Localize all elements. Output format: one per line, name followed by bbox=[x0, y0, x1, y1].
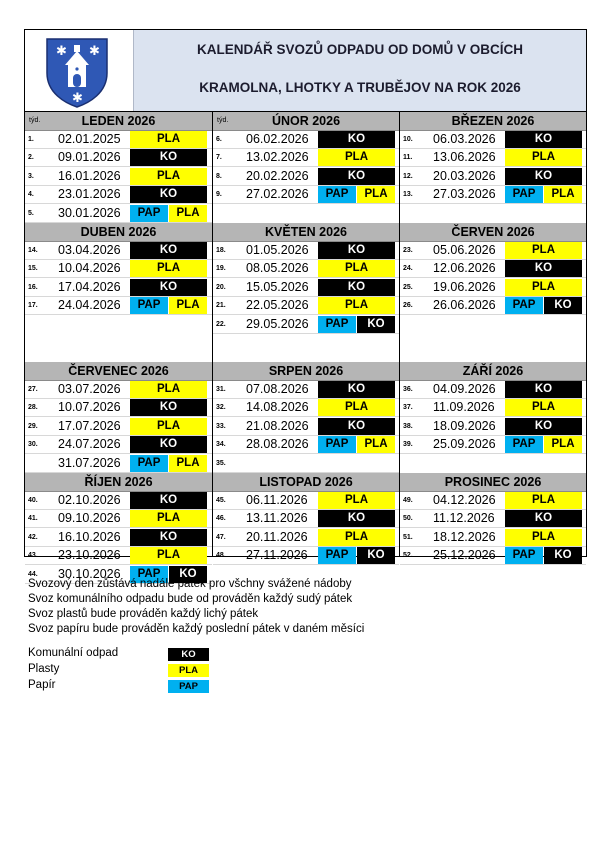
calendar-header bbox=[25, 30, 586, 112]
waste-tag-pla: PLA bbox=[357, 186, 395, 203]
week-number: 48. bbox=[216, 552, 226, 560]
waste-tag-pap: PAP bbox=[130, 205, 168, 222]
collection-row bbox=[25, 149, 212, 167]
collection-row bbox=[25, 205, 212, 223]
month-block bbox=[400, 473, 586, 566]
collection-row bbox=[400, 242, 586, 260]
month-block bbox=[25, 223, 212, 316]
title-box bbox=[133, 30, 586, 111]
waste-tag-pla: PLA bbox=[318, 297, 395, 314]
collection-date: 16.01.2026 bbox=[58, 168, 121, 183]
svg-text:✱: ✱ bbox=[72, 91, 83, 106]
collection-row bbox=[400, 186, 586, 204]
waste-tag-pla: PLA bbox=[357, 436, 395, 453]
waste-tag-pla: PLA bbox=[505, 399, 582, 416]
collection-row bbox=[400, 149, 586, 167]
collection-date: 03.07.2026 bbox=[58, 382, 121, 396]
week-number: 47. bbox=[216, 533, 226, 541]
month-header bbox=[213, 223, 399, 242]
collection-row bbox=[213, 418, 399, 436]
waste-tag-pla: PLA bbox=[318, 399, 395, 416]
waste-tag-pla: PLA bbox=[505, 492, 582, 509]
waste-tag-ko: KO bbox=[169, 566, 207, 583]
collection-date: 10.07.2026 bbox=[58, 400, 121, 415]
waste-tag-ko: KO bbox=[130, 492, 207, 509]
collection-date: 21.08.2026 bbox=[246, 418, 309, 433]
week-number: 43. bbox=[28, 552, 38, 560]
waste-tag-pla: PLA bbox=[130, 381, 207, 398]
month-name: LEDEN 2026 bbox=[81, 114, 156, 128]
collection-row bbox=[400, 547, 586, 565]
waste-tag-ko: KO bbox=[505, 260, 582, 277]
waste-tag-ko: KO bbox=[357, 316, 395, 333]
collection-row bbox=[25, 260, 212, 278]
collection-date: 09.01.2026 bbox=[58, 150, 121, 165]
waste-tag-pla: PLA bbox=[130, 418, 207, 435]
waste-tag-pla: PLA bbox=[130, 168, 207, 185]
collection-row bbox=[25, 168, 212, 186]
month-name: ČERVENEC 2026 bbox=[68, 364, 169, 378]
collection-date: 29.05.2026 bbox=[246, 316, 309, 331]
week-number: 35. bbox=[216, 459, 226, 467]
waste-tag-pla: PLA bbox=[169, 205, 207, 222]
collection-row bbox=[213, 455, 399, 473]
title-line-1: KALENDÁŘ SVOZŮ ODPADU OD DOMŮ V OBCÍCH bbox=[196, 42, 523, 57]
waste-tag-ko: KO bbox=[544, 297, 582, 314]
week-number: 49. bbox=[403, 497, 413, 504]
waste-tag-ko: KO bbox=[130, 436, 207, 453]
week-column-label: týd. bbox=[29, 117, 41, 124]
collection-date: 24.04.2026 bbox=[58, 298, 121, 313]
waste-tag-pla: PLA bbox=[169, 297, 207, 314]
waste-tag-pap: PAP bbox=[505, 436, 543, 453]
collection-row bbox=[213, 436, 399, 454]
week-number: 51. bbox=[403, 533, 413, 541]
waste-tag-ko: KO bbox=[357, 547, 395, 564]
collection-row bbox=[213, 492, 399, 510]
collection-row bbox=[400, 418, 586, 436]
collection-date: 12.06.2026 bbox=[433, 261, 496, 276]
week-number: 37. bbox=[403, 404, 413, 412]
waste-tag-ko: KO bbox=[130, 186, 207, 203]
collection-date: 02.10.2026 bbox=[58, 493, 121, 507]
week-number: 16. bbox=[28, 283, 38, 291]
waste-tag-pap: PAP bbox=[505, 547, 543, 564]
month-header bbox=[400, 223, 586, 242]
collection-row bbox=[400, 510, 586, 528]
month-header bbox=[25, 112, 212, 131]
week-number: 21. bbox=[216, 302, 226, 310]
collection-row bbox=[25, 547, 212, 565]
collection-row bbox=[400, 260, 586, 278]
note-line: Svoz papíru bude prováděn každý poslední pátek v daném měsíci bbox=[28, 623, 365, 635]
collection-row bbox=[400, 168, 586, 186]
waste-tag-pla: PLA bbox=[318, 492, 395, 509]
collection-row bbox=[213, 279, 399, 297]
week-number: 5. bbox=[28, 209, 34, 217]
note-line: Svoz komunálního odpadu bude od prováděn každý sudý pátek bbox=[28, 593, 353, 605]
collection-row bbox=[25, 455, 212, 473]
collection-row bbox=[25, 529, 212, 547]
week-number: 12. bbox=[403, 172, 413, 180]
waste-tag-pla: PLA bbox=[130, 131, 207, 148]
collection-row bbox=[25, 418, 212, 436]
collection-date: 20.11.2026 bbox=[246, 529, 308, 544]
collection-date: 08.05.2026 bbox=[246, 261, 309, 276]
collection-row bbox=[213, 186, 399, 204]
waste-tag-ko: KO bbox=[130, 279, 207, 296]
waste-tag-pap: PAP bbox=[318, 436, 356, 453]
waste-tag-pla: PLA bbox=[505, 149, 582, 166]
month-header bbox=[400, 112, 586, 131]
week-number: 22. bbox=[216, 320, 226, 328]
collection-row bbox=[213, 510, 399, 528]
month-name: ZÁŘÍ 2026 bbox=[462, 364, 524, 378]
collection-date: 17.07.2026 bbox=[58, 418, 121, 433]
month-header bbox=[25, 473, 212, 492]
collection-date: 30.01.2026 bbox=[58, 205, 121, 220]
waste-tag-pap: PAP bbox=[505, 186, 543, 203]
month-block bbox=[213, 223, 399, 334]
collection-row bbox=[213, 529, 399, 547]
collection-date: 05.06.2026 bbox=[433, 243, 496, 257]
week-number: 31. bbox=[216, 386, 226, 393]
collection-date: 06.02.2026 bbox=[246, 132, 309, 146]
week-number: 9. bbox=[216, 191, 222, 199]
waste-tag-pap: PAP bbox=[130, 566, 168, 583]
week-number: 4. bbox=[28, 191, 34, 199]
month-header bbox=[213, 473, 399, 492]
collection-row bbox=[25, 242, 212, 260]
collection-row bbox=[213, 131, 399, 149]
week-number: 29. bbox=[28, 422, 38, 430]
legend-row bbox=[28, 647, 218, 663]
legend-row bbox=[28, 663, 218, 679]
collection-row bbox=[400, 436, 586, 454]
month-header bbox=[25, 223, 212, 242]
week-number: 10. bbox=[403, 136, 413, 143]
week-number: 2. bbox=[28, 154, 34, 162]
month-header bbox=[400, 362, 586, 381]
waste-tag-pap: PAP bbox=[130, 297, 168, 314]
waste-tag-ko: KO bbox=[318, 131, 395, 148]
waste-tag-ko: KO bbox=[544, 547, 582, 564]
legend-label: Plasty bbox=[28, 663, 60, 675]
collection-row bbox=[25, 399, 212, 417]
waste-tag-pla: PLA bbox=[130, 260, 207, 277]
collection-row bbox=[400, 381, 586, 399]
waste-tag-ko: KO bbox=[505, 131, 582, 148]
waste-tag-pla: PLA bbox=[505, 242, 582, 259]
month-name: LISTOPAD 2026 bbox=[259, 475, 353, 489]
week-number: 15. bbox=[28, 265, 38, 273]
week-number: 17. bbox=[28, 302, 38, 310]
collection-date: 03.04.2026 bbox=[58, 243, 121, 257]
collection-row bbox=[213, 260, 399, 278]
week-number: 23. bbox=[403, 247, 413, 254]
collection-row bbox=[213, 316, 399, 334]
collection-date: 24.07.2026 bbox=[58, 437, 121, 452]
month-block bbox=[213, 473, 399, 566]
collection-date: 19.06.2026 bbox=[433, 279, 496, 294]
month-block bbox=[213, 112, 399, 205]
week-number: 32. bbox=[216, 404, 226, 412]
waste-tag-pla: PLA bbox=[318, 149, 395, 166]
waste-tag-ko: KO bbox=[318, 168, 395, 185]
collection-date: 13.11.2026 bbox=[246, 511, 308, 526]
collection-row bbox=[25, 381, 212, 399]
month-name: ČERVEN 2026 bbox=[451, 225, 535, 239]
collection-date: 11.09.2026 bbox=[433, 400, 495, 415]
collection-date: 06.11.2026 bbox=[246, 493, 308, 507]
month-name: PROSINEC 2026 bbox=[444, 475, 542, 489]
collection-date: 09.10.2026 bbox=[58, 511, 121, 526]
collection-row bbox=[213, 242, 399, 260]
collection-date: 20.02.2026 bbox=[246, 168, 309, 183]
month-name: KVĚTEN 2026 bbox=[265, 225, 347, 239]
collection-date: 22.05.2026 bbox=[246, 298, 309, 313]
collection-date: 10.04.2026 bbox=[58, 261, 121, 276]
week-number: 18. bbox=[216, 247, 226, 254]
waste-tag-ko: KO bbox=[318, 418, 395, 435]
week-number: 34. bbox=[216, 441, 226, 449]
collection-date: 01.05.2026 bbox=[246, 243, 309, 257]
note-line: Svozový den zůstává nadále pátek pro všchny svážené nádoby bbox=[28, 578, 352, 590]
month-name: BŘEZEN 2026 bbox=[451, 114, 535, 128]
collection-date: 14.08.2026 bbox=[246, 400, 309, 415]
week-number: 41. bbox=[28, 515, 38, 523]
waste-tag-ko: KO bbox=[505, 381, 582, 398]
legend bbox=[28, 647, 218, 695]
week-number: 20. bbox=[216, 283, 226, 291]
week-number: 42. bbox=[28, 533, 38, 541]
legend-label: Komunální odpad bbox=[28, 647, 119, 659]
collection-date: 23.10.2026 bbox=[58, 548, 121, 563]
waste-tag-pap: PAP bbox=[505, 297, 543, 314]
week-column-label: týd. bbox=[217, 117, 229, 124]
month-block bbox=[400, 112, 586, 205]
collection-date: 28.08.2026 bbox=[246, 437, 309, 452]
waste-tag-pla: PLA bbox=[505, 529, 582, 546]
collection-row bbox=[213, 381, 399, 399]
week-number: 7. bbox=[216, 154, 222, 162]
collection-date: 11.12.2026 bbox=[433, 511, 495, 526]
collection-row bbox=[400, 297, 586, 315]
waste-tag-pla: PLA bbox=[544, 186, 582, 203]
collection-date: 06.03.2026 bbox=[433, 132, 496, 146]
collection-row bbox=[213, 149, 399, 167]
waste-tag-pla: PLA bbox=[130, 547, 207, 564]
week-number: 3. bbox=[28, 172, 34, 180]
collection-date: 23.01.2026 bbox=[58, 187, 121, 202]
collection-date: 25.09.2026 bbox=[433, 437, 496, 452]
waste-tag-pla: PLA bbox=[318, 260, 395, 277]
collection-row bbox=[400, 131, 586, 149]
collection-date: 20.03.2026 bbox=[433, 168, 496, 183]
week-number: 46. bbox=[216, 515, 226, 523]
week-number: 24. bbox=[403, 265, 413, 273]
legend-swatch-pap: PAP bbox=[168, 680, 209, 693]
week-number: 36. bbox=[403, 386, 413, 393]
collection-row bbox=[25, 186, 212, 204]
collection-date: 26.06.2026 bbox=[433, 298, 496, 313]
week-number: 50. bbox=[403, 515, 413, 523]
collection-date: 04.09.2026 bbox=[433, 382, 496, 396]
week-number: 45. bbox=[216, 497, 226, 504]
month-header bbox=[213, 112, 399, 131]
svg-text:✱: ✱ bbox=[89, 44, 100, 59]
week-number: 6. bbox=[216, 136, 222, 143]
waste-tag-ko: KO bbox=[505, 168, 582, 185]
collection-row bbox=[25, 492, 212, 510]
collection-row bbox=[400, 492, 586, 510]
collection-row bbox=[213, 168, 399, 186]
collection-date: 30.10.2026 bbox=[58, 566, 121, 581]
collection-date: 27.02.2026 bbox=[246, 187, 309, 202]
month-block bbox=[25, 362, 212, 473]
waste-tag-pla: PLA bbox=[544, 436, 582, 453]
waste-tag-ko: KO bbox=[318, 242, 395, 259]
waste-tag-pla: PLA bbox=[130, 510, 207, 527]
waste-tag-ko: KO bbox=[505, 418, 582, 435]
collection-date: 31.07.2026 bbox=[58, 455, 121, 470]
collection-date: 17.04.2026 bbox=[58, 279, 121, 294]
month-block bbox=[25, 112, 212, 223]
month-header bbox=[25, 362, 212, 381]
month-name: DUBEN 2026 bbox=[80, 225, 157, 239]
month-name: ÚNOR 2026 bbox=[271, 114, 341, 128]
collection-row bbox=[25, 436, 212, 454]
notes bbox=[28, 577, 364, 637]
waste-tag-pla: PLA bbox=[505, 279, 582, 296]
collection-row bbox=[25, 297, 212, 315]
week-number: 39. bbox=[403, 441, 413, 449]
month-block bbox=[25, 473, 212, 584]
waste-tag-pap: PAP bbox=[318, 186, 356, 203]
waste-tag-pap: PAP bbox=[130, 455, 168, 472]
week-number: 25. bbox=[403, 283, 413, 291]
week-number: 40. bbox=[28, 497, 38, 504]
collection-row bbox=[213, 547, 399, 565]
week-number: 38. bbox=[403, 422, 413, 430]
waste-tag-ko: KO bbox=[130, 149, 207, 166]
collection-date: 27.11.2026 bbox=[246, 548, 308, 563]
week-number: 13. bbox=[403, 191, 413, 199]
week-number: 19. bbox=[216, 265, 226, 273]
month-block bbox=[400, 223, 586, 316]
legend-swatch-ko: KO bbox=[168, 648, 209, 661]
collection-date: 18.12.2026 bbox=[433, 529, 496, 544]
week-number: 1. bbox=[28, 136, 34, 143]
waste-tag-ko: KO bbox=[130, 529, 207, 546]
week-number: 33. bbox=[216, 422, 226, 430]
month-name: ŘÍJEN 2026 bbox=[84, 475, 153, 489]
collection-date: 04.12.2026 bbox=[433, 493, 496, 507]
month-header bbox=[213, 362, 399, 381]
waste-tag-pap: PAP bbox=[318, 547, 356, 564]
week-number: 28. bbox=[28, 404, 38, 412]
legend-label: Papír bbox=[28, 679, 56, 691]
waste-tag-ko: KO bbox=[505, 510, 582, 527]
coat-of-arms-icon bbox=[39, 33, 115, 109]
legend-row bbox=[28, 679, 218, 695]
month-header bbox=[400, 473, 586, 492]
week-number: 8. bbox=[216, 172, 222, 180]
week-number: 14. bbox=[28, 247, 38, 254]
month-block bbox=[213, 362, 399, 473]
collection-date: 27.03.2026 bbox=[433, 187, 496, 202]
month-block bbox=[400, 362, 586, 455]
calendar-table bbox=[24, 29, 587, 581]
waste-tag-pla: PLA bbox=[318, 529, 395, 546]
note-line: Svoz plastů bude prováděn každý lichý pátek bbox=[28, 608, 259, 620]
week-number: 27. bbox=[28, 386, 38, 393]
waste-tag-pla: PLA bbox=[169, 455, 207, 472]
collection-date: 18.09.2026 bbox=[433, 418, 496, 433]
collection-row bbox=[400, 399, 586, 417]
collection-row bbox=[25, 131, 212, 149]
waste-tag-ko: KO bbox=[130, 242, 207, 259]
week-number: 26. bbox=[403, 302, 413, 310]
collection-date: 16.10.2026 bbox=[58, 529, 121, 544]
collection-row bbox=[213, 399, 399, 417]
collection-date: 13.02.2026 bbox=[246, 150, 309, 165]
collection-row bbox=[213, 297, 399, 315]
collection-date: 02.01.2025 bbox=[58, 132, 121, 146]
svg-text:✱: ✱ bbox=[56, 44, 67, 59]
week-number: 52. bbox=[403, 552, 413, 560]
legend-swatch-pla: PLA bbox=[168, 664, 209, 677]
collection-date: 07.08.2026 bbox=[246, 382, 309, 396]
waste-tag-pap: PAP bbox=[318, 316, 356, 333]
collection-row bbox=[25, 510, 212, 528]
collection-row bbox=[400, 279, 586, 297]
week-number: 44. bbox=[28, 570, 38, 578]
waste-tag-ko: KO bbox=[130, 399, 207, 416]
collection-date: 25.12.2026 bbox=[433, 548, 496, 563]
collection-date: 13.06.2026 bbox=[433, 150, 496, 165]
collection-row bbox=[400, 529, 586, 547]
waste-tag-ko: KO bbox=[318, 279, 395, 296]
waste-tag-ko: KO bbox=[318, 510, 395, 527]
waste-tag-ko: KO bbox=[318, 381, 395, 398]
month-name: SRPEN 2026 bbox=[268, 364, 344, 378]
collection-date: 15.05.2026 bbox=[246, 279, 309, 294]
week-number: 30. bbox=[28, 441, 38, 449]
title-line-2: KRAMOLNA, LHOTKY A TRUBĚJOV NA ROK 2026 bbox=[199, 80, 521, 95]
collection-row bbox=[25, 279, 212, 297]
week-number: 11. bbox=[403, 154, 413, 162]
